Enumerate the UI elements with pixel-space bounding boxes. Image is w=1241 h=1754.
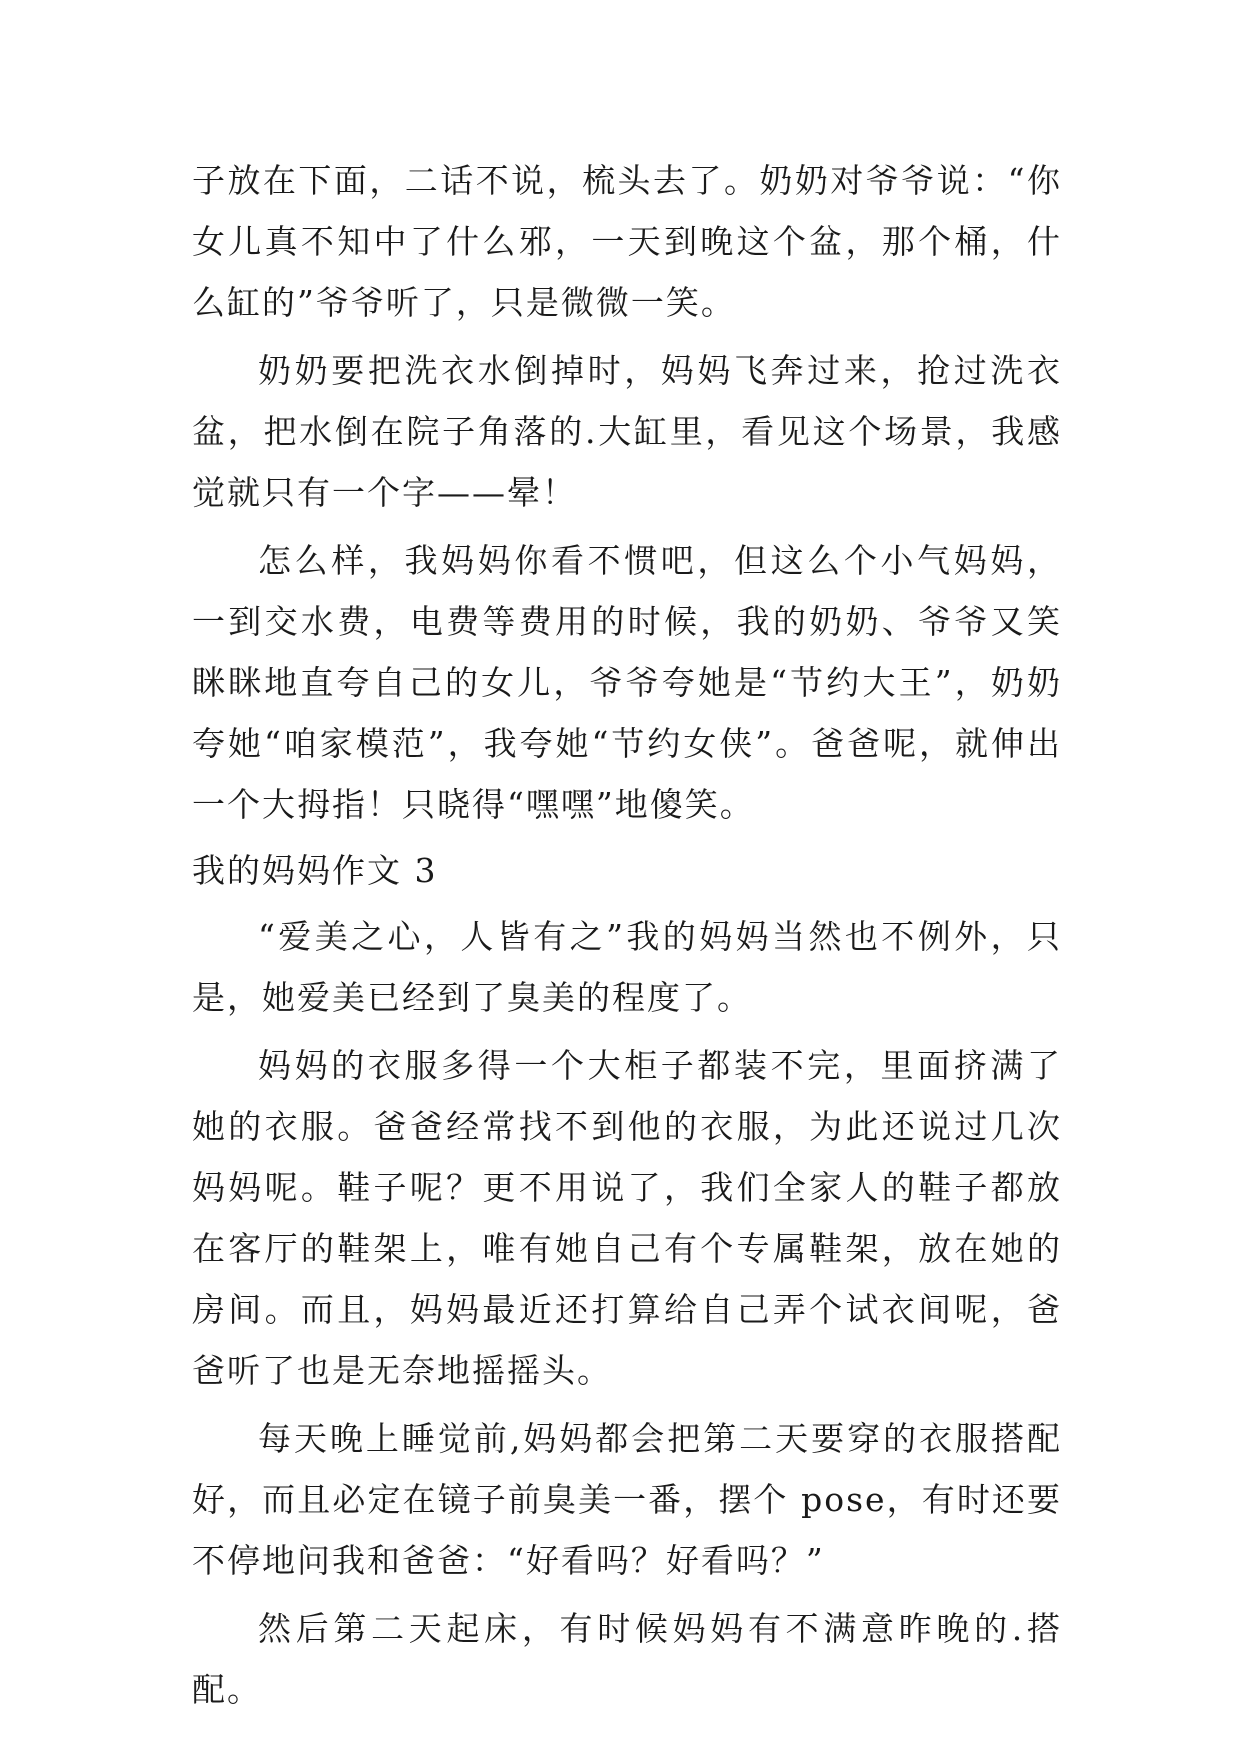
paragraph-5: 妈妈的衣服多得一个大柜子都装不完，里面挤满了她的衣服。爸爸经常找不到他的衣服，为此还说过几次妈妈呢。鞋子呢？更不用说了，我们全家人的鞋子都放在客厅的鞋架上，唯有她自己有个专属鞋架，放在她的房间。而且，妈妈最近还打算给自己弄个试衣间呢，爸爸听了也是无奈地摇摇头。: [192, 1046, 1062, 1390]
paragraph-1: 子放在下面，二话不说，梳头去了。奶奶对爷爷说：“你女儿真不知中了什么邪，一天到晚这个盆，那个桶，什么缸的”爷爷听了，只是微微一笑。: [192, 161, 1062, 322]
paragraph-4: “爱美之心，人皆有之”我的妈妈当然也不例外，只是，她爱美已经到了臭美的程度了。: [192, 917, 1062, 1017]
paragraph-2: 奶奶要把洗衣水倒掉时，妈妈飞奔过来，抢过洗衣盆，把水倒在院子角落的.大缸里，看见这个场景，我感觉就只有一个字——晕！: [192, 351, 1062, 512]
paragraph-7: 然后第二天起床，有时候妈妈有不满意昨晚的.搭配。: [192, 1609, 1062, 1709]
paragraph-6: 每天晚上睡觉前,妈妈都会把第二天要穿的衣服搭配好，而且必定在镜子前臭美一番，摆个 pose，有时还要不停地问我和爸爸：“好看吗？好看吗？”: [192, 1419, 1062, 1580]
paragraph-3: 怎么样，我妈妈你看不惯吧，但这么个小气妈妈，一到交水费，电费等费用的时候，我的奶奶、爷爷又笑眯眯地直夸自己的女儿，爷爷夸她是“节约大王”，奶奶夸她“咱家模范”，我夸她“节约女侠”。爸爸呢，就伸出一个大拇指！只晓得“嘿嘿”地傻笑。: [192, 541, 1062, 824]
document-page: [192, 150, 1062, 1727]
section-title: 我的妈妈作文 3: [192, 851, 438, 890]
